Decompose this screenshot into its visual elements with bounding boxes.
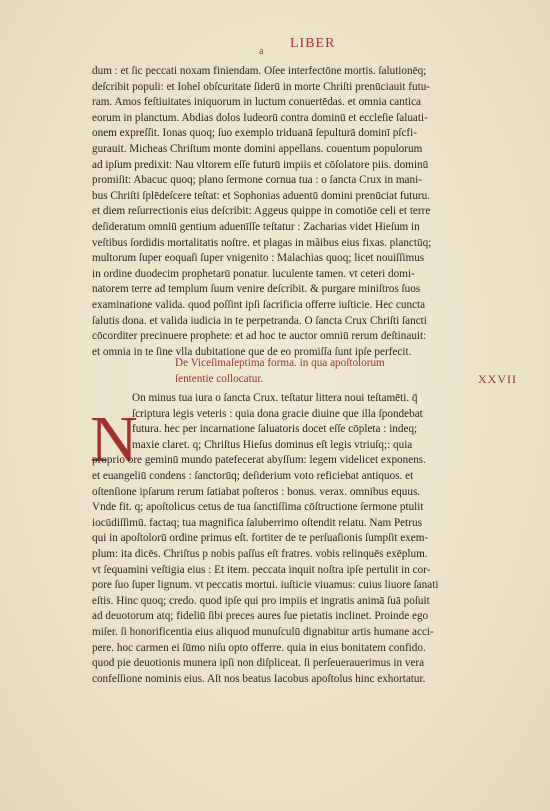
text-line: et diem reſurrectionis eius deſcribit: Aggeus quippe in comotiōe celi et terre	[92, 205, 431, 218]
text-line: ram. Amos feſtiuitates iniquorum in luctum conuertēdas. et omnia cantica	[92, 96, 422, 109]
text-line: iocūdiſſimū. factaq; tua magnifica ſaluberrimo oſtendit relatu. Nam Petrus	[92, 516, 422, 529]
text-line: onem expreſſit. Ionas quoq; ſuo exemplo triduanā ſepulturā dominī pſcfi-	[92, 127, 417, 140]
text-line: futura. hec per incarnatione ſaluatoris docet eſſe cōpleta : indeq;	[132, 423, 418, 436]
text-line: ad deuotorum atq; fideliū ſibi preces aures ſue pietatis inclinet. Proinde ego	[92, 610, 429, 623]
text-line: qui in apoſtolorū ordine primus eſt. fortiter de te perſuaſionis ſumpſit exem-	[92, 532, 429, 545]
text-line: eorum in planctum. Abdias dolos Iudeorū contra dominū et eccleſie ſaluati-	[92, 111, 428, 124]
text-block-prophets	[92, 64, 532, 360]
text-line: proprio ore geminū mundo patefecerat abyſſum: legem videlicet exponens.	[92, 454, 426, 467]
text-line: pore ſuo ſuper lignum. vt peccatis mortui. iuſticie viuamus: cuius liuore ſanati	[92, 579, 439, 592]
text-line: plum: ita dicēs. Chriſtus p nobis paſſus eſt fratres. vobis relinquēs exēplum.	[92, 547, 428, 560]
text-line: veſtibus ſordidis mortalitatis noſtre. et plagas in mãibus eius fixas. planctūq;	[92, 236, 432, 249]
text-line: ad ipſum predixit: Nau vltorem eſſe futurū impiis et cōſolatore piis. dominū	[92, 158, 429, 171]
text-line: miſer. ſi honorificentia eius aliquod munuſculū dignabitur artis humane acci-	[92, 625, 434, 638]
text-line: et euangeliū condens : ſanctorūq; deſiderium voto reficiebat antiquos. et	[92, 469, 414, 482]
text-line: multorum ſuper eoquaſi ſuper vnigenito : Malachias quoq; licet nouiſſimus	[92, 252, 425, 265]
text-line: ſcriptura legis veteris : quia dona gracie diuine que illa ſpondebat	[132, 407, 423, 420]
text-line: On minus tua iura o ſancta Crux. teſtatur littera noui teſtamēti. q̄	[132, 392, 418, 404]
page-header	[0, 36, 550, 56]
text-line: gurauit. Micheas Chriſtum monte domini appellans. couentum populorum	[92, 142, 423, 155]
text-line: ſalutis dona. et valida iudicia in te perpetranda. O ſancta Crux Chriſti ſancti	[92, 314, 427, 327]
text-line: deſideratum omniū gentium aduenīſſe teſtatur : Zacharias videt Hieſum in	[92, 220, 420, 233]
text-line: bus Chriſti ſplēdeſcere teſtat: et Sophonias aduentū domini prenūciat futuru.	[92, 189, 431, 202]
chapter-rubric	[175, 356, 535, 387]
drop-cap-initial: N	[90, 403, 138, 476]
header-mark: a	[259, 46, 264, 57]
text-line: confeſſione nominis eius. Aſt nos beatus Iacobus apoſtolus hinc exhortatur.	[92, 672, 426, 685]
text-line: promiſit: Abacuc quoq; plano ſermone cornua tua : o ſancta Crux in mani-	[92, 174, 422, 187]
text-line: et omnia in te ſine vlla dubitatione que de eo promiſſa ſunt ipſe perfecit.	[92, 345, 412, 358]
text-line: eſtis. Hinc quoq; credo. quod ipſe qui pro impiis et ingratis animā ſuā poſuit	[92, 594, 430, 607]
chapter-number: XXVII	[478, 371, 517, 386]
text-line: oſtenſione ipſarum rerum ſatiabat poſteros : bonus. verax. omnibus equus.	[92, 485, 421, 498]
text-line: natorem terre ad templum ſuum venire deſcribit. & purgare miniſtros ſuos	[92, 283, 421, 296]
text-line: dum : et ſic peccati noxam finiendam. Oſee interfectōne mortis. ſalutionēq;	[92, 65, 427, 77]
text-line: vt ſequamini veſtigia eius : Et item. peccata inquit noſtra ipſe pertulit in cor-	[92, 563, 431, 576]
text-line: Vnde fit. q; apoſtolicus cetus de tua ſanctiſſima cōſtructione ſermone ptulit	[92, 501, 424, 514]
rubric-line: ſententie collocatur.	[175, 372, 264, 385]
text-line: cōcorditer precinuere prophete: et ad hoc te auctor omniū rerum deſtinauit:	[92, 330, 427, 343]
text-block-apostles	[92, 391, 532, 687]
text-line: pere. hoc carmen ei ſūmo niſu opto offerre. quia in eius bonitatem confido.	[92, 641, 426, 654]
text-line: quod pie deuotionis munera ipſi non diſpliceat. ſi perſeuerauerimus in vera	[92, 657, 425, 670]
text-line: in ordine duodecim prophetarū ponatur. luculente tamen. vt ceteri domi-	[92, 267, 415, 280]
text-line: maxie claret. q; Chriſtus Hieſus dominus eſt legis vtriuſq;: quia	[132, 438, 413, 451]
text-line: deſcribit populi: et Iohel obſcuritate ſiderū in morte Chriſti prenūciauit futu-	[92, 80, 431, 93]
rubric-line: De Viceſimaſeptima forma. in qua apoſtolorum	[175, 357, 385, 369]
text-line: examinatione valida. quod poſſint ipſi ſacrificia offerre iuſticie. Hec cuncta	[92, 298, 426, 311]
running-head: LIBER	[290, 36, 336, 51]
